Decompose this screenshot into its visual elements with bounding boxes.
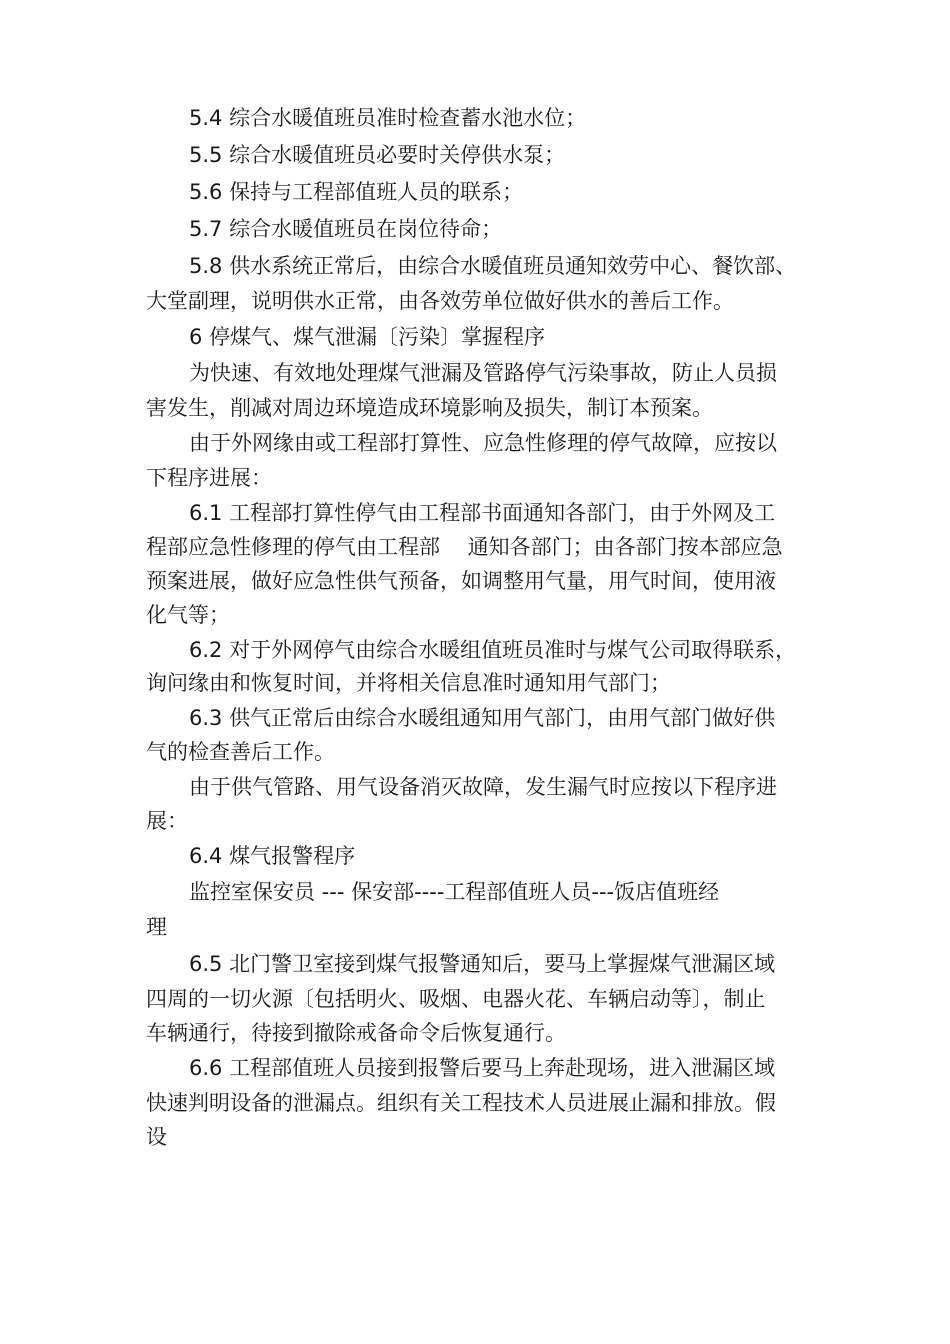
text-line: 6.1 工程部打算性停气由工程部书面通知各部门，由于外网及工: [189, 501, 776, 525]
text-line: 大堂副理，说明供水正常，由各效劳单位做好供水的善后工作。: [146, 289, 734, 313]
text-line: 监控室保安员 --- 保安部----工程部值班人员---饭店值班经: [189, 880, 720, 904]
text-line: 气的检查善后工作。: [146, 740, 335, 764]
text-line: 6.6 工程部值班人员接到报警后要马上奔赴现场，进入泄漏区域: [189, 1056, 776, 1080]
text-line: 展：: [146, 809, 188, 833]
text-line: 6.4 煤气报警程序: [189, 844, 356, 868]
text-line: 设: [146, 1125, 167, 1149]
text-line: 5.4 综合水暖值班员准时检查蓄水池水位；: [189, 106, 587, 130]
text-line: 程部应急性修理的停气由工程部 通知各部门；由各部门按本部应急: [146, 535, 783, 559]
text-line: 6.3 供气正常后由综合水暖组通知用气部门，由用气部门做好供: [189, 706, 776, 730]
text-line: 由于供气管路、用气设备消灭故障，发生漏气时应按以下程序进: [189, 775, 777, 799]
text-line: 车辆通行，待接到撤除戒备命令后恢复通行。: [146, 1021, 566, 1045]
text-line: 理: [146, 915, 167, 939]
text-line: 5.6 保持与工程部值班人员的联系；: [189, 180, 524, 204]
text-line: 6.2 对于外网停气由综合水暖组值班员准时与煤气公司取得联系，: [189, 638, 797, 662]
text-line: 询问缘由和恢复时间，并将相关信息准时通知用气部门；: [146, 671, 671, 695]
text-line: 5.7 综合水暖值班员在岗位待命；: [189, 217, 503, 241]
text-line: 5.5 综合水暖值班员必要时关停供水泵；: [189, 143, 566, 167]
text-line: 四周的一切火源〔包括明火、吸烟、电器火花、车辆启动等〕，制止: [146, 987, 766, 1011]
text-line: 为快速、有效地处理煤气泄漏及管路停气污染事故，防止人员损: [189, 361, 777, 385]
text-line: 快速判明设备的泄漏点。组织有关工程技术人员进展止漏和排放。假: [146, 1091, 776, 1115]
text-line: 下程序进展：: [146, 466, 272, 490]
text-line: 化气等；: [146, 603, 230, 627]
text-line: 6.5 北门警卫室接到煤气报警通知后，要马上掌握煤气泄漏区域: [189, 952, 776, 976]
section-heading: 6 停煤气、煤气泄漏〔污染〕掌握程序: [189, 325, 546, 349]
text-line: 由于外网缘由或工程部打算性、应急性修理的停气故障，应按以: [189, 431, 777, 455]
text-line: 预案进展，做好应急性供气预备，如调整用气量，用气时间，使用液: [146, 569, 776, 593]
text-line: 5.8 供水系统正常后，由综合水暖值班员通知效劳中心、餐饮部、: [189, 254, 797, 278]
text-line: 害发生，削减对周边环境造成环境影响及损失，制订本预案。: [146, 396, 713, 420]
